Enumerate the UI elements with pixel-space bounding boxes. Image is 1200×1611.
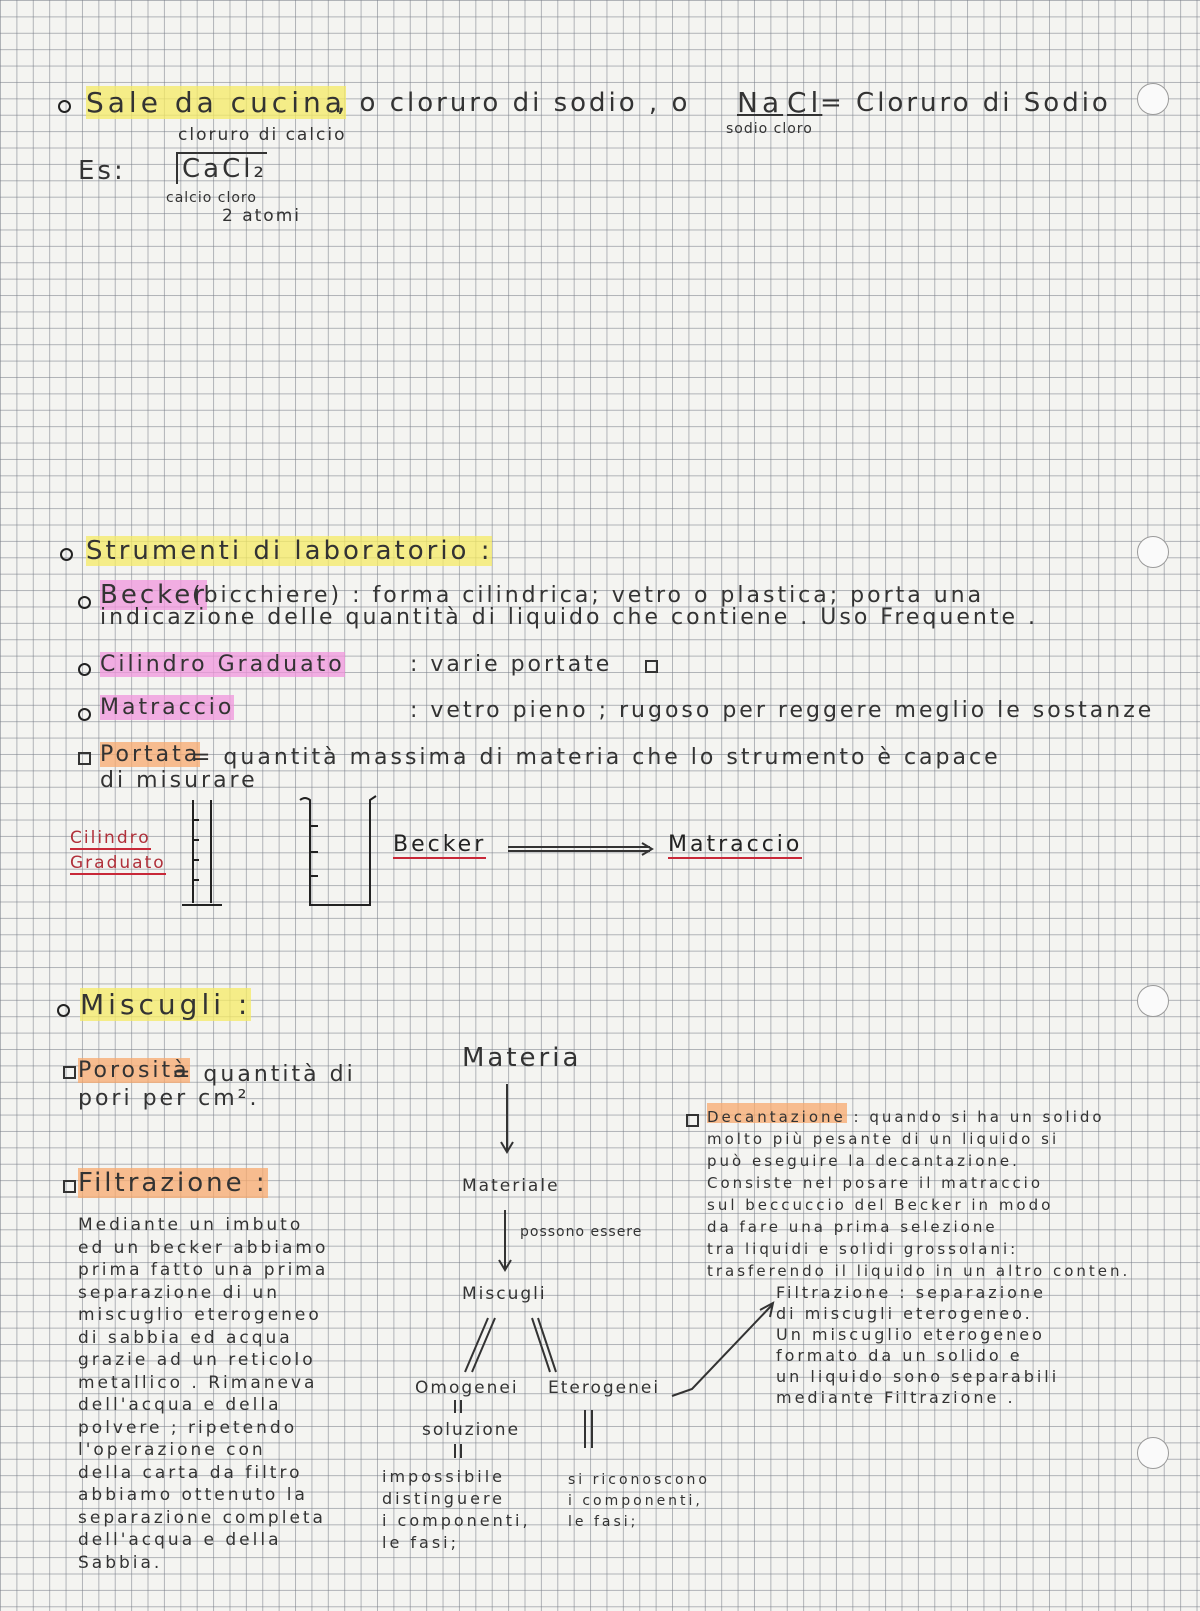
porosita-desc-2: pori per cm². bbox=[78, 1086, 260, 1111]
diagram-soluzione: soluzione bbox=[422, 1420, 521, 1440]
checkbox-icon bbox=[63, 1180, 76, 1193]
decantazione-text: Decantazione : quando si ha un solido molto più pesante di un liquido si può eseguire la decantazione. Consiste nel posare il matraccio sul beccuccio del Becker in modo da fare una prima selezione tra liquidi e solidi grossolani: trasferendo il liquido in un altro conten. bbox=[707, 1108, 1131, 1280]
item-cilindro-name: Cilindro Graduato bbox=[100, 652, 345, 677]
filtrazione-note: Filtrazione : separazione di miscugli eterogeneo. Un miscuglio eterogeneo formato da un solido e un liquido sono separabili mediante Filtrazione . bbox=[776, 1283, 1060, 1407]
formula-cl: Cl bbox=[787, 86, 823, 119]
formula-element-names: sodio cloro bbox=[726, 121, 813, 137]
example-top-label: cloruro di calcio bbox=[178, 125, 347, 145]
becker-sketch bbox=[300, 796, 376, 905]
item-matraccio-name: Matraccio bbox=[100, 695, 235, 720]
bullet-icon bbox=[57, 1004, 70, 1017]
item-becker-name: Becker bbox=[100, 580, 207, 610]
label-becker: Becker bbox=[393, 832, 487, 857]
porosita-name: Porosità bbox=[78, 1058, 190, 1083]
heading-miscugli: Miscugli : bbox=[80, 988, 252, 1021]
checkbox-icon bbox=[686, 1114, 699, 1127]
item-cilindro-desc: : varie portate bbox=[410, 652, 613, 677]
heading-sale-da-cucina: Sale da cucina bbox=[86, 86, 346, 119]
formula-na: Na bbox=[737, 86, 784, 119]
label-matraccio: Matraccio bbox=[668, 832, 803, 857]
example-bottom-label: calcio cloro bbox=[166, 190, 257, 206]
diagram-materia: Materia bbox=[462, 1043, 582, 1073]
example-atoms: 2 atomi bbox=[222, 206, 301, 226]
formula-meaning: = Cloruro di Sodio bbox=[820, 88, 1111, 118]
checkbox-icon bbox=[63, 1066, 76, 1079]
diagram-omogenei-desc: impossibile distinguere i componenti, le fasi; bbox=[382, 1467, 531, 1552]
item-portata-name: Portata bbox=[100, 742, 201, 767]
arrow-becker-to-matraccio bbox=[508, 843, 652, 855]
item-becker-desc-1: (bicchiere) : forma cilindrica; vetro o plastica; porta una bbox=[192, 583, 985, 608]
item-matraccio-desc: : vetro pieno ; rugoso per reggere meglio le sostanze bbox=[410, 698, 1155, 723]
item-becker-desc-2: indicazione delle quantità di liquido che contiene . Uso Frequente . bbox=[100, 605, 1038, 630]
diagram-miscugli: Miscugli bbox=[462, 1284, 547, 1304]
example-label: Es: bbox=[78, 156, 126, 186]
graduated-cylinder-sketch bbox=[182, 800, 222, 905]
diagram-eterogenei: Eterogenei bbox=[548, 1378, 661, 1398]
example-formula: CaCl₂ bbox=[176, 152, 267, 184]
label-cilindro-line2: Graduato bbox=[70, 853, 166, 873]
filtrazione-text: Mediante un imbuto ed un becker abbiamo prima fatto una prima separazione di un miscuglio eterogeneo di sabbia ed acqua grazie ad un reticolo metallico . Rimaneva dell'acqua e della polvere ; ripetendo l'operazione con della carta da filtro abbiamo ottenuto la separazione completa dell'acqua e della Sabbia. bbox=[78, 1215, 329, 1573]
diagram-materiale: Materiale bbox=[462, 1176, 560, 1196]
diagram-possono-essere: possono essere bbox=[520, 1224, 643, 1240]
heading-strumenti: Strumenti di laboratorio : bbox=[86, 536, 493, 566]
diagram-omogenei: Omogenei bbox=[415, 1378, 519, 1398]
salt-description: , o cloruro di sodio , o bbox=[337, 88, 691, 118]
item-portata-desc-2: di misurare bbox=[100, 768, 258, 793]
label-cilindro-line1: Cilindro bbox=[70, 828, 151, 848]
porosita-desc-1: = quantità di bbox=[172, 1062, 356, 1087]
diagram-eterogenei-desc: si riconoscono i componenti, le fasi; bbox=[568, 1472, 710, 1530]
filtrazione-heading: Filtrazione : bbox=[78, 1168, 268, 1198]
item-portata-desc-1: = quantità massima di materia che lo strumento è capace bbox=[192, 745, 1001, 770]
